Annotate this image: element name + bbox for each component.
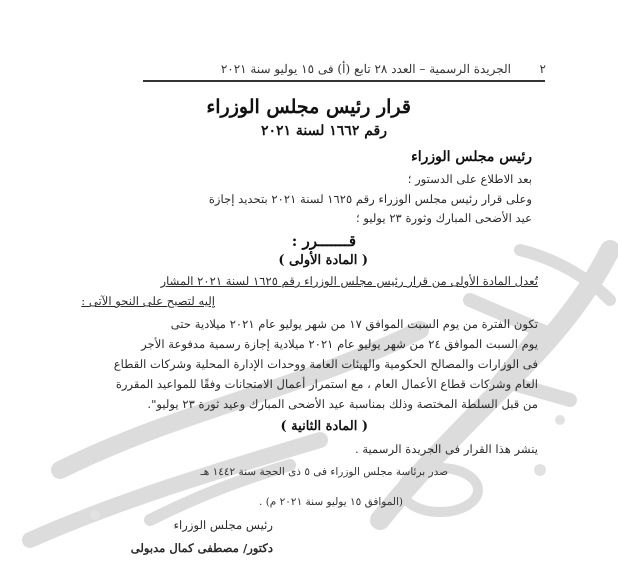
decides-heading: قـــــــرر : bbox=[291, 232, 356, 250]
article-1-line-3: تكون الفترة من يوم السبت الموافق ١٧ من شهر يوليو عام ٢٠٢١ ميلادية حتى bbox=[170, 317, 538, 331]
preamble-line-1: بعد الاطلاع على الدستور ؛ bbox=[407, 172, 532, 186]
decree-title: قرار رئيس مجلس الوزراء bbox=[206, 96, 411, 118]
signature-role: رئيس مجلس الوزراء bbox=[173, 518, 273, 532]
running-header: الجريدة الرسمية – العدد ٢٨ تابع (أ) فى ١٥ يوليو سنة ٢٠٢١ bbox=[220, 62, 511, 76]
preamble-line-2: وعلى قرار رئيس مجلس الوزراء رقم ١٦٢٥ لسنة ٢٠٢١ بتحديد إجازة bbox=[208, 192, 532, 206]
issuer-heading: رئيس مجلس الوزراء bbox=[411, 149, 532, 165]
article-1-line-4: يوم السبت الموافق ٢٤ من شهر يوليو عام ٢٠٢١ ميلادية إجازة رسمية مدفوعة الأجر bbox=[141, 337, 538, 351]
preamble-line-3: عيد الأضحى المبارك وثورة ٢٣ يوليو ؛ bbox=[356, 211, 532, 225]
article-1-line-5: فى الوزارات والمصالح الحكومية والهيئات العامة ووحدات الإدارة المحلية وشركات القطاع bbox=[113, 357, 538, 371]
article-1-line-2: إليه لتصبح على النحو الآتى : bbox=[81, 294, 215, 308]
article-2-line-1: ينشر هذا القرار فى الجريدة الرسمية . bbox=[354, 442, 538, 456]
issued-line-1: صدر برئاسة مجلس الوزراء فى ٥ ذى الحجة سنة ١٤٤٢ هـ bbox=[200, 466, 448, 478]
article-1-line-6: العام وشركات قطاع الأعمال العام ، مع استمرار أعمال الامتحانات وفقًا للمواعيد المقررة bbox=[115, 377, 538, 391]
decree-number: رقم ١٦٦٢ لسنة ٢٠٢١ bbox=[260, 123, 387, 139]
article-2-heading: ( المادة الثانية ) bbox=[280, 419, 368, 434]
page-number: ٢ bbox=[539, 62, 546, 76]
header-divider bbox=[143, 80, 545, 82]
signature-name: دكتور/ مصطفى كمال مدبولى bbox=[130, 541, 273, 555]
issued-line-2: (الموافق ١٥ يوليو سنة ٢٠٢١ م) . bbox=[259, 496, 403, 508]
article-1-line-7: من قبل السلطة المختصة وذلك بمناسبة عيد الأضحى المبارك وعيد ثورة ٢٣ يوليو". bbox=[147, 397, 538, 411]
article-1-heading: ( المادة الأولى ) bbox=[278, 253, 368, 268]
article-1-line-1: تُعدل المادة الأولى من قرار رئيس مجلس الوزراء رقم ١٦٢٥ لسنة ٢٠٢١ المشار bbox=[160, 274, 538, 288]
